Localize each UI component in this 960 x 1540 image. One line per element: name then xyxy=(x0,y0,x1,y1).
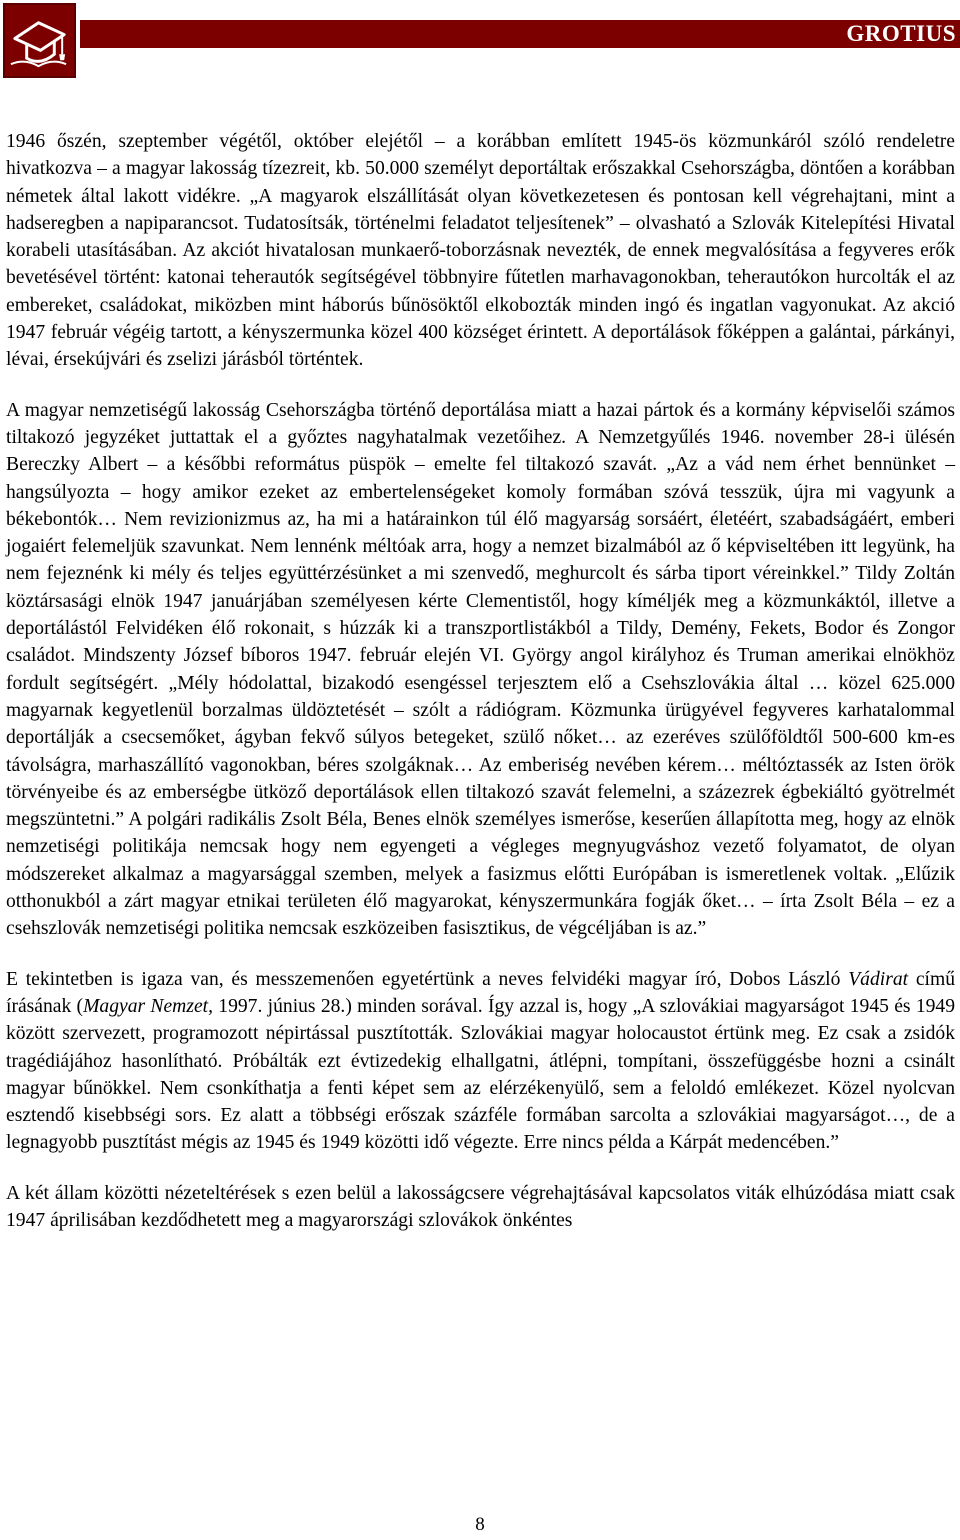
logo xyxy=(3,3,76,78)
page-number: 8 xyxy=(475,1514,485,1535)
header-bar xyxy=(80,20,960,48)
paragraph xyxy=(6,966,955,1157)
text-run: A két állam közötti nézeteltérések s ezen belül a lakosságcsere végrehajtásával kapcsolatos viták elhúzódása miatt csak 1947 áprilisában kezdődhetett meg a magyarországi szlovákok önkéntes xyxy=(6,1182,955,1231)
text-run: 1997. június 28.) minden sorával. Így azzal is, hogy „A szlovákiai magyarságot 1945 és 1949 között szervezett, programozott népirtással pusztították. Szlovákiai magyar holocaustot értünk meg. Ez csak a zsidók tragédiájához hasonlítható. Próbálták ezt évtizedekig elhallgatni, átlépni, tompítani, összefüggésbe hozni a csinált magyar bűnökkel. Nem csonkíthatja a fenti képet sem az elérzékenyülő, sem a feloldó emlékezet. Közel nyolcvan esztendő kisebbségi sors. Ez alatt a többségi erőszak százféle formában sarcolta a szlovákiai magyarságot…, de a legnagyobb pusztítást mégis az 1945 és 1949 közötti idő végezte. Erre nincs példa a Kárpát medencében.” xyxy=(6,995,956,1154)
paragraph xyxy=(6,397,955,943)
mortarboard-book-logo-icon xyxy=(5,5,74,76)
italic-title: Vádirat xyxy=(848,968,909,990)
document-body xyxy=(6,128,955,1257)
paragraph xyxy=(6,1180,955,1235)
text-run: A magyar nemzetiségű lakosság Csehországba történő deportálása miatt a hazai pártok és a kormány képviselői számos tiltakozó jegyzéket juttattak el a győztes nagyhatalmak vezetőihez. A Nemzetgyűlés 1946. november 28-i ülésén Bereczky Albert – a későbbi református püspök – emelte fel tiltakozó szavát. „Az a vád nem érhet bennünket – hangsúlyozta – hogy amikor ezeket az embertelenségeket komoly formában szóvá tesszük, újra mi vagyunk a békebontók… Nem revizionizmus az, ha mi a határainkon túl élő magyarság sorsáért, életéért, szabadságáért, emberi jogaiért felemeljük szavunkat. Nem lennénk méltóak arra, hogy a nemzet bizalmából az ő képviseltében itt legyünk, ha nem fejeznénk ki mély és teljes együttérzésünket a mi szenvedő, meghurcolt és sárba tiport véreinkkel.” Tildy Zoltán köztársasági elnök 1947 januárjában személyesen kérte Clementistől, hogy kíméljék meg a közmunkáktól, illetve a deportálástól Felvidéken élő rokonait, s húzzák ki a transzportlistákból a Tildy, Demény, Fekets, Bodor és Zongor családot. Mindszenty József bíboros 1947. február elején VI. György angol királyhoz és Truman amerikai elnökhöz fordult segítségért. „Mély hódolattal, bizakodó esengéssel terjesztem elő a Csehszlovákia által … közel 625.000 magyarnak kegyetlenül borzalmas üldöztetését – szólt a rádiógram. Közmunka ürügyével fegyveres karhatalommal deportálják a csecsemőket, ágyban fekvő súlyos betegeket, szülő nőket… az ezeréves szülőföldtől 500-600 km-es távolságra, marhaszállító vagonokban, béres szolgáknak… Az emberiség nevében kérem… méltóztassék az Isten örök törvényeibe és az emberségbe ütköző deportálások ellen tiltakozó szavát felemelni, a százezrek égbekiáltó gyötrelmét megszüntetni.” A polgári radikális Zsolt Béla, Benes elnök személyes ismerőse, keserűen állapította meg, hogy az elnök nemzetiségi politikája nemcsak hogy nem egyengeti a végleges megnyugváshoz vezető folyamatot, de olyan módszereket alkalmaz a magyarsággal szemben, melyek a fasizmus előtti Európában is ismeretlenek voltak. „Elűzik otthonukból a zárt magyar etnikai területen élő magyarokat, kényszermunkára fogják őket… – írta Zsolt Béla – ez a csehszlovák nemzetiségi politika nemcsak eszközeiben fasisztikus, de végcéljában is az.” xyxy=(6,399,955,940)
italic-title: Magyar Nemzet, xyxy=(83,995,213,1017)
paragraph xyxy=(6,128,955,374)
text-run: című írásának ( xyxy=(6,968,956,1017)
text-run: E tekintetben is igaza van, és messzemenően egyetértünk a neves felvidéki magyar író, Dobos László xyxy=(6,968,849,990)
text-run: 1946 őszén, szeptember végétől, október elejétől – a korábban említett 1945-ös közmunkáról szóló rendeletre hivatkozva – a magyar lakosság tízezreit, kb. 50.000 személyt deportáltak erőszakkal Csehországba, döntően a korábban németek által lakott vidékre. „A magyarok elszállítását olyan következetesen és pontosan kell végrehajtani, mint a hadseregben a napiparancsot. Tudatosítsák, történelmi feladatot teljesítenek” – olvasható a Szlovák Kitelepítési Hivatal korabeli utasításában. Az akciót hivatalosan munkaerő-toborzásnak nevezték, de ennek megvalósítása a fegyveres erők bevetésével történt: katonai teherautók segítségével többnyire fűtetlen marhavagonokban, teherautókon hurcolták el az embereket, családokat, miközben mint háborús bűnösöktől elkobozták minden ingó és ingatlan vagyonukat. Az akció 1947 február végéig tartott, a kényszermunka közel 400 községet érintett. A deportálások főképpen a galántai, párkányi, lévai, érsekújvári és zselizi járásból történtek. xyxy=(6,131,955,371)
brand-title: GROTIUS xyxy=(846,21,956,46)
